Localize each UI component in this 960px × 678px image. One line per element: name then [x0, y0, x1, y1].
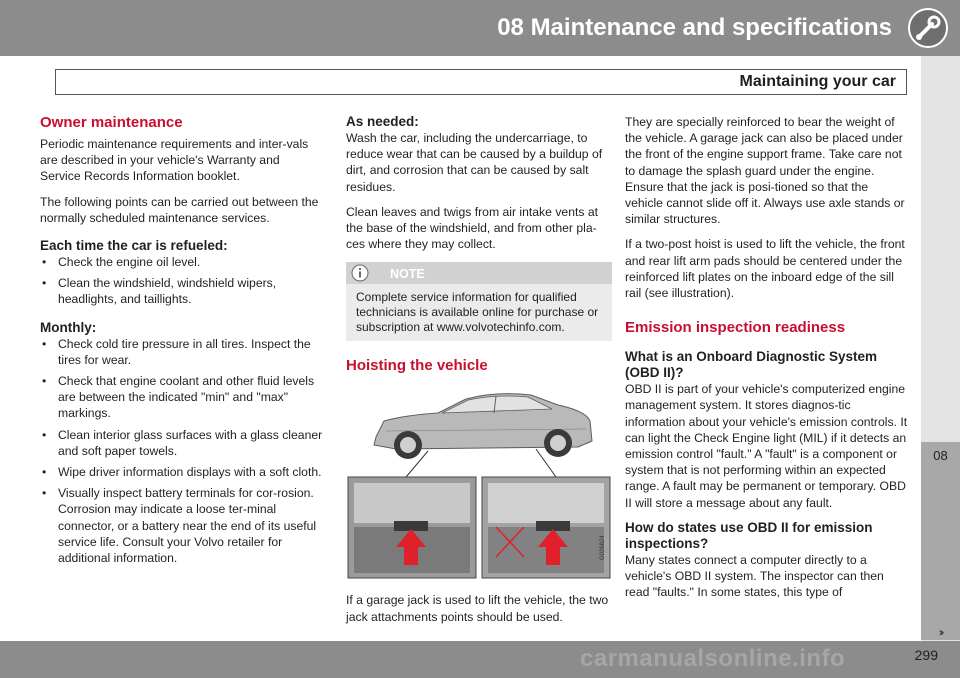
column-1 [40, 114, 323, 574]
list-item: • Wipe driver information displays with a soft cloth. [40, 464, 323, 480]
list-item: • Check the engine oil level. [40, 254, 323, 270]
paragraph: The following points can be carried out between the normally scheduled maintenance services. [40, 194, 319, 225]
emission-heading: Emission inspection readiness [625, 319, 846, 337]
paragraph: OBD II is part of your vehicle's computerized engine management system. It stores diagnos-tic information about your vehicle's emission controls. It can light the Check Engine light (MIL) if it detects an emission control "fault." A "fault" is a component or system that is not performing within an expected range. A fault may be permanent or temporary. OBD II will store a message about any fault. [625, 382, 908, 510]
info-icon [351, 264, 369, 282]
list-item: • Visually inspect battery terminals for cor-rosion. Corrosion may indicate a loose ter-minal connector, or a battery near the end of its useful service life. Consult your Volvo retailer for additional information. [40, 485, 323, 566]
car-jack-points-illustration [346, 385, 612, 580]
paragraph: Wash the car, including the undercarriage, to reduce wear that can be caused by a buildup of dirt, and corrosion that can be caused by salt residues. [346, 131, 603, 194]
as-needed-heading: As needed: [346, 114, 419, 129]
column-2 [346, 114, 614, 634]
chapter-tab-number: 08 [933, 448, 948, 463]
figure-code: G026824 [600, 535, 606, 561]
monthly-heading: Monthly: [40, 319, 97, 335]
paragraph: Clean leaves and twigs from air intake vents at the base of the windshield, and from other pla-ces where they may collect. [346, 204, 598, 252]
column-3 [625, 114, 908, 609]
figure-caption: If a garage jack is used to lift the vehicle, the two jack attachments points should be used. [346, 593, 609, 624]
note-text: Complete service information for qualified technicians is available online for purchase or subscription at www.volvotechinfo.com. [356, 290, 599, 335]
section-title-box [55, 69, 907, 95]
watermark: carmanualsonline.info [580, 645, 846, 672]
wrench-icon [904, 4, 952, 52]
paragraph: They are specially reinforced to bear the weight of the vehicle. A garage jack can also be placed under the front of the engine support frame. Take care not to damage the splash guard under the engine. Ensure that the jack is posi-tioned so that the vehicle cannot slide off it. Always use axle stands or similar structures. [625, 115, 905, 227]
list-item: • Clean the windshield, windshield wipers, headlights, and taillights. [40, 275, 323, 307]
next-page-arrows-icon: ›› [938, 627, 943, 639]
note-box [346, 262, 612, 341]
jack-point-detail-front [348, 477, 476, 578]
section-title: Maintaining your car [739, 73, 896, 90]
note-label: NOTE [390, 267, 425, 282]
car-side-view-icon [374, 394, 592, 459]
page-number: 299 [914, 647, 938, 663]
jack-point-detail-rear [482, 477, 610, 578]
refuel-list [40, 254, 323, 308]
list-item: • Check that engine coolant and other fluid levels are between the indicated "min" and "max" markings. [40, 373, 323, 422]
owner-maintenance-heading: Owner maintenance [40, 114, 183, 131]
chapter-tab-box [921, 442, 960, 640]
chapter-title: 08 Maintenance and specifications [497, 14, 892, 41]
list-item: • Clean interior glass surfaces with a glass cleaner and soft paper towels. [40, 427, 323, 459]
paragraph: If a two-post hoist is used to lift the vehicle, the front and rear lift arm pads should be centered under the reinforced lift plates on the inboard edge of the sill rail (see illustration). [625, 237, 905, 301]
list-item: • Check cold tire pressure in all tires. Inspect the tires for wear. [40, 336, 323, 368]
states-heading: How do states use OBD II for emission inspections? [625, 519, 873, 551]
paragraph: Periodic maintenance requirements and inter-vals are described in your vehicle's Warranty and Service Records Information booklet. [40, 137, 309, 184]
monthly-list [40, 336, 323, 567]
note-header [346, 262, 612, 284]
paragraph: Many states connect a computer directly to a vehicle's OBD II system. The inspector can then read "faults." In some states, this type of [625, 552, 884, 600]
refuel-heading: Each time the car is refueled: [40, 238, 228, 254]
obd-heading: What is an Onboard Diagnostic System (OBD II)? [625, 349, 878, 381]
hoisting-illustration [346, 385, 612, 580]
hoisting-heading: Hoisting the vehicle [346, 357, 488, 375]
